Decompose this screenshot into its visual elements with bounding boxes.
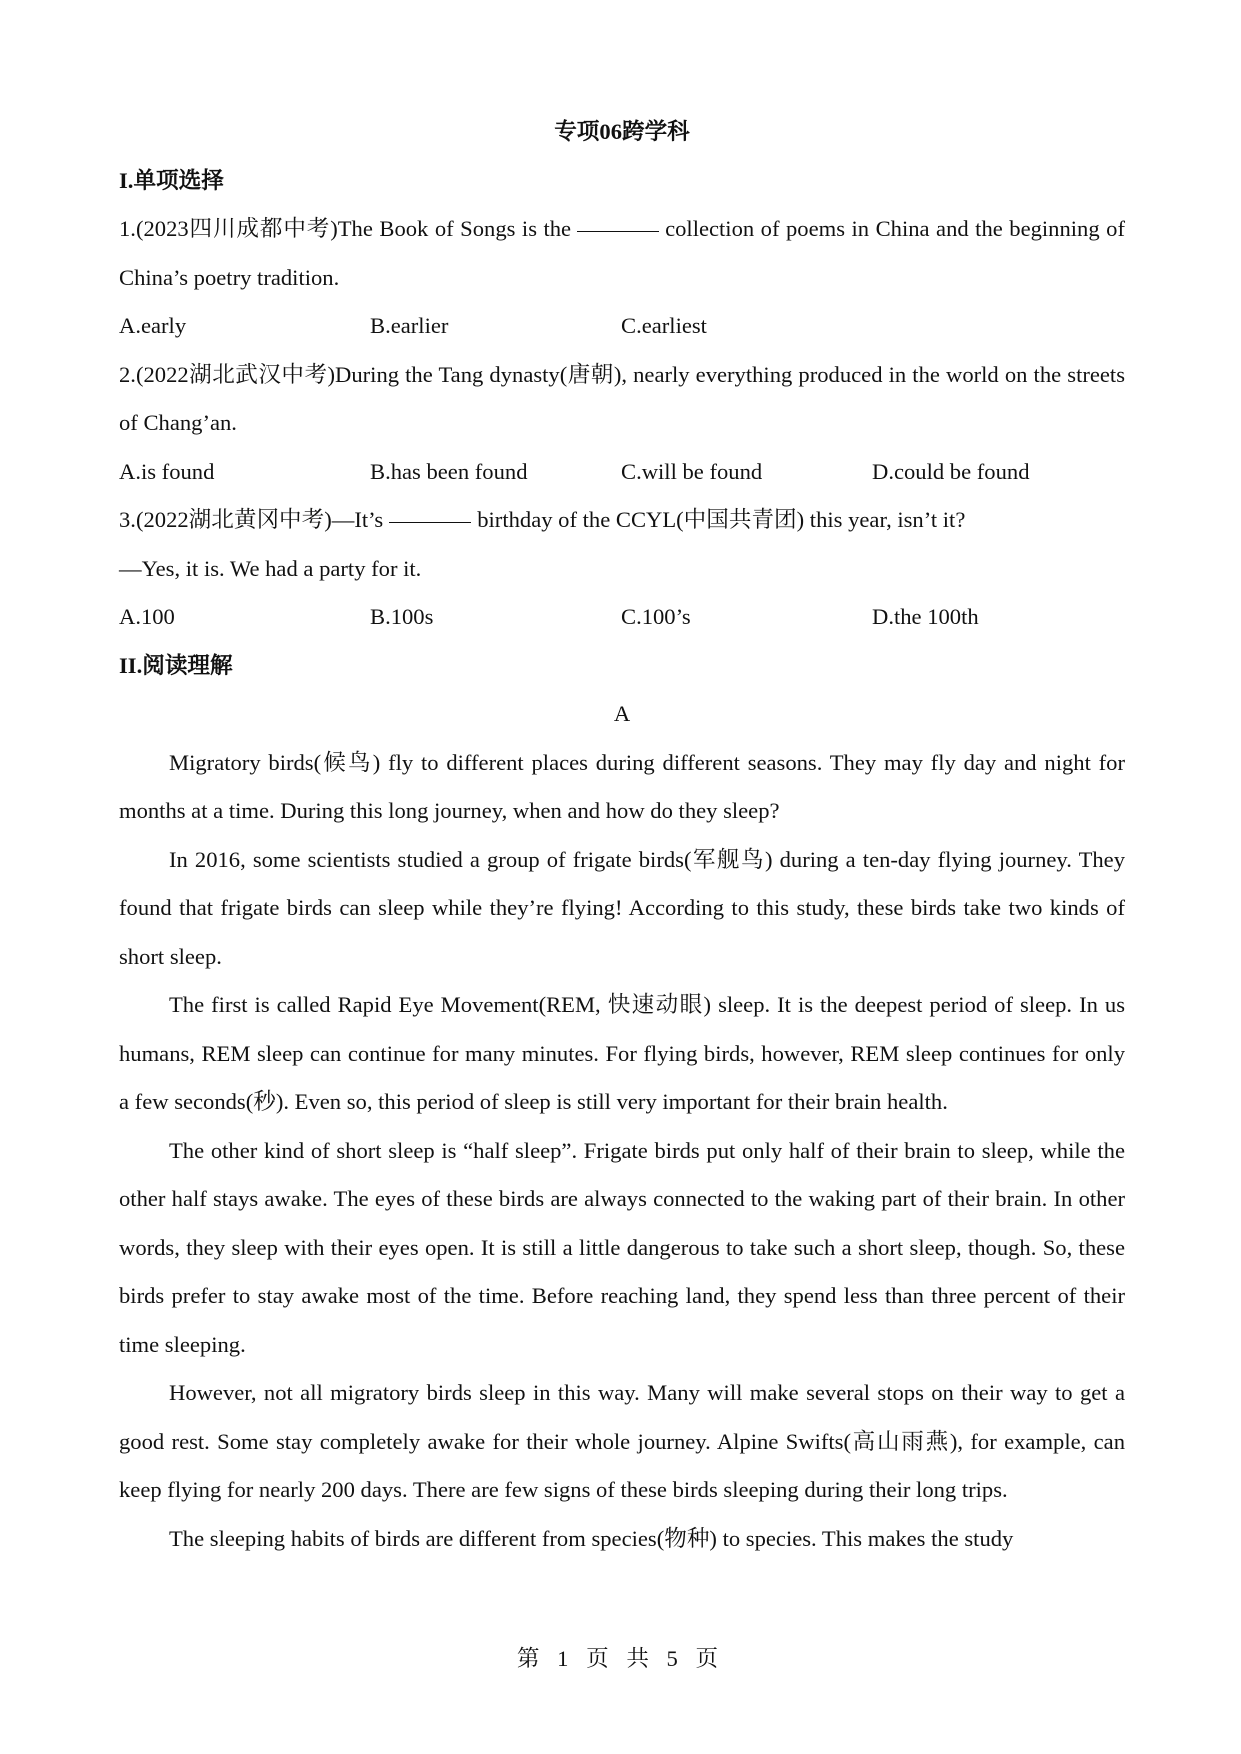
question-3-options <box>119 593 1125 642</box>
section-heading-reading: II.阅读理解 <box>119 652 233 678</box>
option-b: B.has been found <box>370 458 528 484</box>
question-1-stem-start: 1.(2023四川成都中考)The Book of Songs is the <box>119 216 572 241</box>
passage-paragraph-3: The first is called Rapid Eye Movement(REM, 快速动眼) sleep. It is the deepest period of sleep. In us humans, REM sleep can continue for many minutes. For flying birds, however, REM sleep continues for only a few seconds(秒). Even so, this period of sleep is still very important for their brain health. <box>119 992 1125 1114</box>
page-content <box>119 108 1125 1563</box>
section-heading-single-choice: I.单项选择 <box>119 167 224 193</box>
page-title: 专项06跨学科 <box>554 119 690 144</box>
answer-blank <box>389 521 471 523</box>
passage-paragraph-6: The sleeping habits of birds are different from species(物种) to species. This makes the study <box>169 1525 1014 1551</box>
passage-paragraph-1: Migratory birds(候鸟) fly to different places during different seasons. They may fly day and night for months at a time. During this long journey, when and how do they sleep? <box>119 749 1125 823</box>
passage-paragraph-4: The other kind of short sleep is “half sleep”. Frigate birds put only half of their brain to sleep, while the other half stays awake. The eyes of these birds are always connected to the waking part of their brain. In other words, they sleep with their eyes open. It is still a little dangerous to take such a short sleep, though. So, these birds prefer to stay awake most of the time. Before reaching land, they spend less than three percent of their time sleeping. <box>119 1137 1125 1357</box>
passage-paragraph-5: However, not all migratory birds sleep in this way. Many will make several stops on their way to get a good rest. Some stay completely awake for their whole journey. Alpine Swifts(高山雨燕), for example, can keep flying for nearly 200 days. There are few signs of these birds sleeping during their long trips. <box>119 1380 1125 1502</box>
question-2: 2.(2022湖北武汉中考)During the Tang dynasty(唐朝), nearly everything produced in the world on the streets of Chang’an. <box>119 361 1125 435</box>
option-b: B.earlier <box>370 313 449 338</box>
question-3-reply: —Yes, it is. We had a party for it. <box>119 555 422 581</box>
passage-label: A <box>613 701 631 726</box>
option-d: D.could be found <box>872 458 1030 484</box>
question-1-options <box>119 302 1125 351</box>
option-a: A.is found <box>119 458 215 484</box>
option-b: B.100s <box>370 604 434 629</box>
option-a: A.100 <box>119 604 175 629</box>
question-2-options <box>119 448 1125 497</box>
question-1-stem-end: collection of poems in China and the beginning of China’s poetry tradition. <box>119 216 1125 290</box>
question-3 <box>119 496 1125 545</box>
page-footer: 第 1 页 共 5 页 <box>516 1646 725 1671</box>
answer-blank <box>577 230 659 232</box>
question-3-stem-end: birthday of the CCYL(中国共青团) this year, isn’t it? <box>477 507 966 532</box>
option-c: C.100’s <box>621 604 691 629</box>
option-a: A.early <box>119 313 187 338</box>
question-1 <box>119 205 1125 302</box>
question-3-stem-start: 3.(2022湖北黄冈中考)—It’s <box>119 507 384 532</box>
option-d: D.the 100th <box>872 604 979 629</box>
passage-paragraph-2: In 2016, some scientists studied a group of frigate birds(军舰鸟) during a ten-day flying journey. They found that frigate birds can sleep while they’re flying! According to this study, these birds take two kinds of short sleep. <box>119 846 1125 969</box>
option-c: C.will be found <box>621 458 763 484</box>
option-c: C.earliest <box>621 313 707 338</box>
